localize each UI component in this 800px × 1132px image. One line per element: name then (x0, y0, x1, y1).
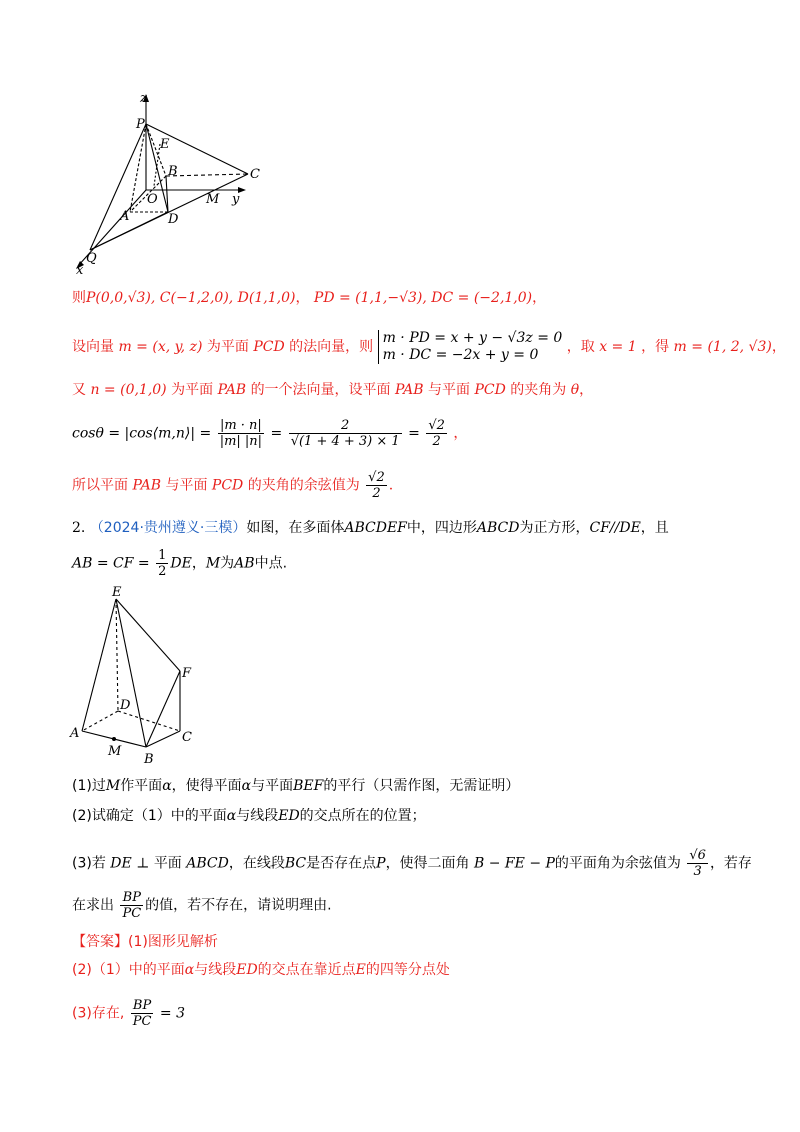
point-b-label: B (144, 752, 154, 765)
problem-source: （2024·贵州遵义·三模） (89, 520, 247, 536)
axis-z-label: z (140, 91, 147, 106)
point-c-label: C (250, 167, 260, 182)
part-3-cont: 在求出 $\frac{BP}{PC}$ 的值，若不存在，请说明理由. (72, 890, 332, 921)
point-m-label: M (206, 192, 220, 207)
axis-x-label: x (76, 263, 84, 275)
point-e-label: E (160, 137, 170, 152)
figure-polyhedron (68, 585, 208, 765)
answer-3: (3)存在, $\frac{BP}{PC}$ = 3 (72, 998, 185, 1029)
point-m-label: M (108, 744, 122, 759)
point-a-label: A (120, 209, 130, 224)
point-o-label: O (147, 192, 158, 207)
point-e-label: E (112, 585, 122, 600)
point-f-label: F (182, 666, 192, 681)
equation-system: m · PD = x + y − √3z = 0 m · DC = −2x + y = 0 (378, 330, 563, 364)
axis-y-label: y (232, 192, 240, 207)
point-d-label: D (168, 212, 179, 227)
conclusion-line: 所以平面 PAB 与平面 PCD 的夹角的余弦值为 $\frac{√2}{2}$ . (72, 470, 394, 501)
n-vector-line: 又 n = (0,1,0) 为平面 PAB 的一个法向量，设平面 PAB 与平面 PCD 的夹角为 θ， (72, 382, 594, 398)
answer-tag: 【答案】 (72, 934, 128, 950)
figure-pyramid-axes (70, 90, 270, 275)
coords-text: P(0,0,√3), C(−1,2,0), D(1,1,0) (86, 290, 296, 306)
point-d-label: D (120, 698, 131, 713)
part-3: (3)若 DE ⊥ 平面 ABCD，在线段BC是否存在点P，使得二面角 B − FE − P的平面角为余弦值为 $\frac{√6}{3}$ ，若存 (72, 848, 752, 879)
answer-2: (2)（1）中的平面α与线段ED的交点在靠近点E的四等分点处 (72, 962, 450, 978)
problem-2-statement-cont: AB = CF = $\frac{1}{2}$ DE，M为AB中点. (72, 548, 288, 579)
normal-vector-line: 设向量 m = (x, y, z) 为平面 PCD 的法向量，则 m · PD = x + y − √3z = 0 m · DC = −2x + y = 0 ，取 x = 1 ，得 m = (1, 2, √3)， (72, 330, 786, 363)
point-b-label: B (168, 164, 178, 179)
part-2: (2)试确定（1）中的平面α与线段ED的交点所在的位置； (72, 808, 426, 824)
coords-line: 则P(0,0,√3), C(−1,2,0), D(1,1,0)， PD = (1,1,−√3), DC = (−2,1,0)， (72, 290, 547, 306)
problem-2-statement: 2. （2024·贵州遵义·三模）如图，在多面体ABCDEF中，四边形ABCD为正方形，CF//DE，且 (72, 520, 669, 536)
point-p-label: P (136, 117, 145, 132)
answer-1: 【答案】(1)图形见解析 (72, 934, 218, 950)
point-c-label: C (182, 730, 192, 745)
point-a-label: A (70, 726, 80, 741)
point-q-label: Q (86, 251, 97, 266)
part-1: (1)过M作平面α，使得平面α与平面BEF的平行（只需作图，无需证明） (72, 778, 520, 794)
cos-formula-line: cosθ = |cos⟨m,n⟩| = $\frac{|m \cdot n|}{|m| |n|}$ = $\frac{2}{√(1 + 4 + 3) \times 1}$ = $\frac{√2}{2}$ ， (72, 418, 468, 449)
vectors-text: PD = (1,1,−√3), DC = (−2,1,0) (313, 290, 533, 306)
